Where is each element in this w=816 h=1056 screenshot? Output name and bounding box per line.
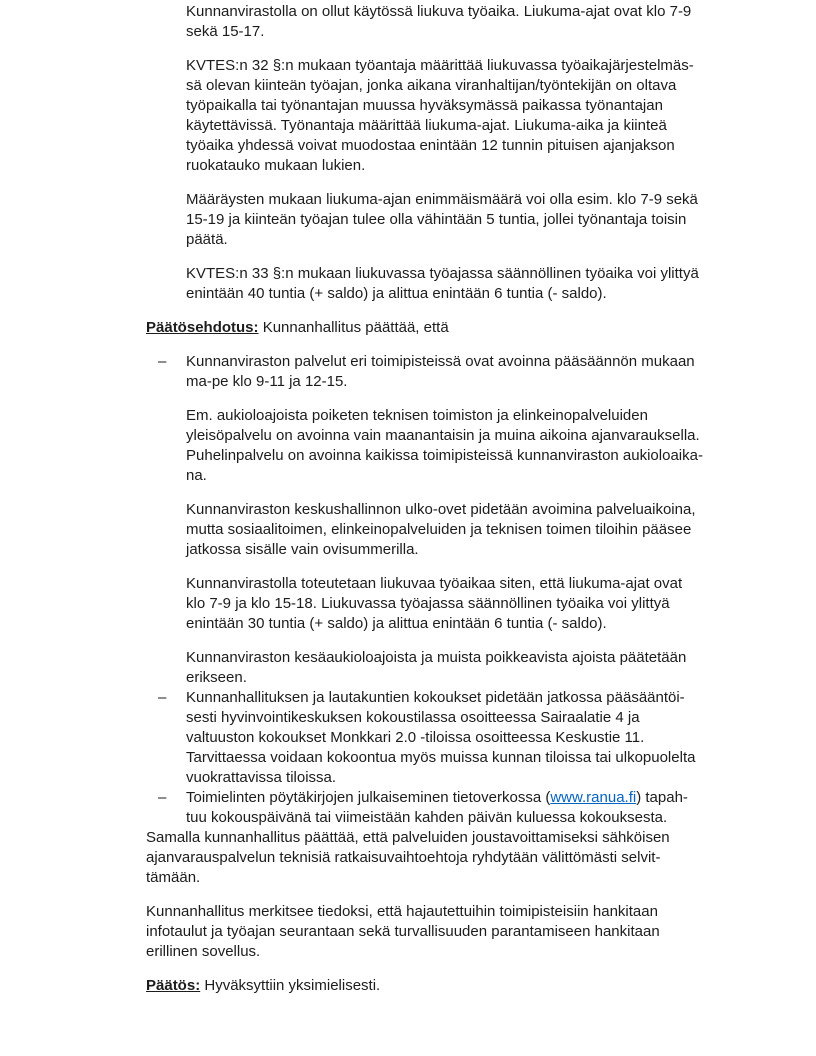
- decision-label: Päätös:: [146, 977, 201, 994]
- bullet-2-paragraph: Kunnanhallituksen ja lautakuntien kokoukset pidetään jatkossa pääsääntöi- sesti hyvinvointikeskuksen kokoustilassa osoitteessa Sairaalatie 4 ja valtuuston kokoukset Monkkari 2.0 -tiloissa osoitteessa Keskustie 11. Tarvittaessa voidaan kokoontua myös muissa kunnan tiloissa tai ulkopuolelta vuokrattavissa tiloissa.: [186, 689, 696, 786]
- ranua-website-link[interactable]: www.ranua.fi: [550, 789, 637, 806]
- bullet-item-2: [146, 688, 762, 788]
- bullet-1-paragraph-5: Kunnanviraston kesäaukioloajoista ja muista poikkeavista ajoista päätetään erikseen.: [186, 649, 687, 686]
- decision-text: Hyväksyttiin yksimielisesti.: [204, 977, 381, 994]
- bullet-1-paragraph-1: Kunnanviraston palvelut eri toimipisteissä ovat avoinna pääsäännön mukaan ma-pe klo 9-11 ja 12-15.: [186, 353, 695, 390]
- bullet-dash-marker: –: [158, 789, 167, 806]
- intro-paragraph-1: Kunnanvirastolla on ollut käytössä liukuva työaika. Liukuma-ajat ovat klo 7-9 sekä 15-17.: [186, 3, 692, 40]
- bullet-item-3: [146, 788, 762, 828]
- closing-paragraph-2: Kunnanhallitus merkitsee tiedoksi, että hajautettuihin toimipisteisiin hankitaan infotaulut ja työajan seurantaan sekä turvallisuuden parantamiseen hankitaan erillinen sovellus.: [146, 903, 660, 960]
- intro-paragraph-2: KVTES:n 32 §:n mukaan työantaja määrittää liukuvassa työaikajärjestelmäs- sä olevan kiinteän työajan, jonka aikana viranhaltijan/työntekijän on oltava työpaikalla tai työnantajan muussa hyväksymässä paikassa työnantajan käytettävissä. Työnantaja määrittää liukuma-ajat. Liukuma-aika ja kiinteä työaika yhdessä voivat muodostaa enintään 12 tunnin pituisen ajanjakson ruokatauko mukaan lukien.: [186, 57, 694, 174]
- bullet-item-2-body: [186, 688, 762, 788]
- bullet-1-paragraph-2: Em. aukioloajoista poiketen teknisen toimiston ja elinkeinopalveluiden yleisöpalvelu on avoinna vain maanantaisin ja muina aikoina ajanvarauksella. Puhelinpalvelu on avoinna kaikissa toimipisteissä kunnanviraston aukioloaika- na.: [186, 407, 703, 484]
- bullet-3-text-after-link: ) tapah- tuu kokouspäivänä tai viimeistään kahden päivän kuluessa kokouksesta.: [186, 789, 688, 826]
- intro-paragraph-3: Määräysten mukaan liukuma-ajan enimmäismäärä voi olla esim. klo 7-9 sekä 15-19 ja kiinteän työajan tulee olla vähintään 5 tuntia, jollei työnantaja toisin päätä.: [186, 191, 698, 248]
- bullet-3-text-before-link: Toimielinten pöytäkirjojen julkaiseminen tietoverkossa (: [186, 789, 551, 806]
- proposal-label: Päätösehdotus:: [146, 319, 259, 336]
- decision-line: [146, 976, 762, 996]
- bullet-item-1-body: [186, 352, 762, 688]
- proposal-text: Kunnanhallitus päättää, että: [262, 319, 449, 336]
- intro-paragraph-4: KVTES:n 33 §:n mukaan liukuvassa työajassa säännöllinen työaika voi ylittyä enintään 40 tuntia (+ saldo) ja alittua enintään 6 tuntia (- saldo).: [186, 265, 699, 302]
- proposal-heading: [146, 318, 762, 338]
- closing-paragraph-1: Samalla kunnanhallitus päättää, että palveluiden joustavoittamiseksi sähköisen ajanvarauspalvelun teknisiä ratkaisuvaihtoehtoja ryhdytään välittömästi selvit- tämään.: [146, 829, 670, 886]
- bullet-dash-marker: –: [158, 353, 167, 370]
- bullet-item-3-body: [186, 788, 762, 828]
- bullet-dash-marker: –: [158, 689, 167, 706]
- document-body: [146, 2, 762, 996]
- bullet-item-1: [146, 352, 762, 688]
- bullet-3-paragraph: [186, 788, 762, 828]
- bullet-1-paragraph-3: Kunnanviraston keskushallinnon ulko-ovet pidetään avoimina palveluaikoina, mutta sosiaalitoimen, elinkeinopalveluiden ja teknisen toimen tiloihin pääsee jatkossa sisälle vain ovisummerilla.: [186, 501, 696, 558]
- bullet-1-paragraph-4: Kunnanvirastolla toteutetaan liukuvaa työaikaa siten, että liukuma-ajat ovat klo 7-9 ja klo 15-18. Liukuvassa työajassa säännöllinen työaika voi ylittyä enintään 30 tuntia (+ saldo) ja alittua enintään 6 tuntia (- saldo).: [186, 575, 683, 632]
